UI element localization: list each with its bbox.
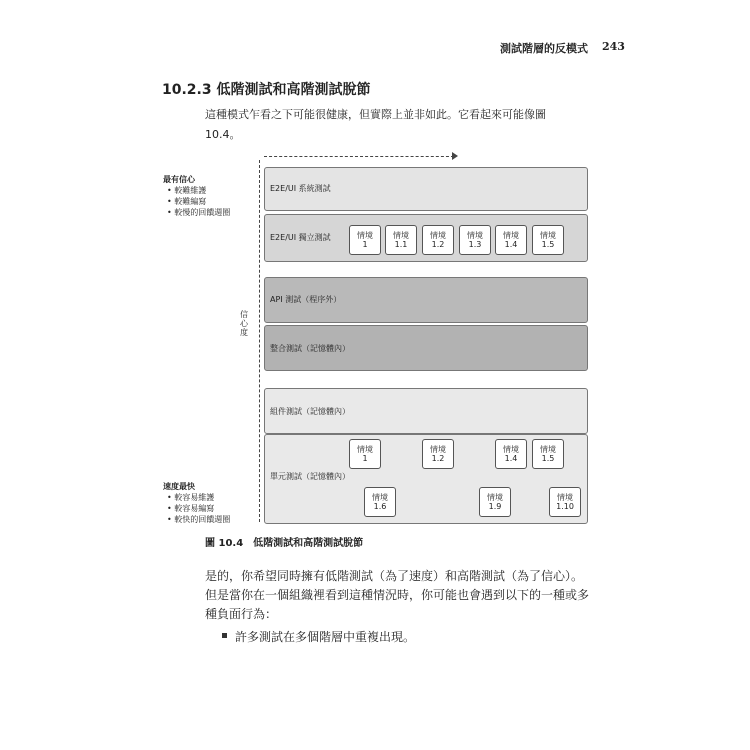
scenario-word: 情境	[430, 445, 446, 454]
confidence-axis-label	[237, 310, 251, 337]
axis-char: 度	[240, 328, 248, 337]
scenario-word: 情境	[540, 445, 556, 454]
scenario-number: 1.5	[541, 454, 555, 463]
top-label	[163, 174, 230, 218]
scenario-word: 情境	[372, 493, 388, 502]
scenario-word: 情境	[357, 231, 373, 240]
scenario-box	[349, 439, 381, 469]
layer-component	[264, 388, 588, 434]
scenario-number: 1	[362, 454, 368, 463]
scenario-box	[532, 225, 564, 255]
scenario-box	[364, 487, 396, 517]
running-header-title: 測試階層的反模式	[500, 42, 588, 55]
scenario-box	[532, 439, 564, 469]
bottom-label-item: • 較容易編寫	[163, 503, 230, 514]
section-heading: 10.2.3 低階測試和高階測試脫節	[162, 82, 371, 98]
top-label-title: 最有信心	[163, 175, 195, 184]
bottom-label-item: • 較快的回饋週圈	[163, 514, 230, 525]
top-label-item: • 較慢的回饋週圈	[163, 207, 230, 218]
layer-label: API 測試（程序外）	[270, 295, 342, 304]
scenario-number: 1.4	[504, 454, 518, 463]
scenario-box	[495, 225, 527, 255]
body-paragraph	[205, 567, 595, 624]
scenario-word: 情境	[503, 445, 519, 454]
scenario-number: 1.2	[431, 454, 445, 463]
bullet-item	[222, 628, 415, 645]
scenario-number: 1.3	[468, 240, 482, 249]
scenario-number: 1	[362, 240, 368, 249]
scenario-word: 情境	[557, 493, 573, 502]
layer-label: E2E/UI 獨立測試	[270, 233, 331, 242]
intro-paragraph	[205, 105, 590, 145]
scenario-number: 1.1	[394, 240, 408, 249]
scenario-word: 情境	[357, 445, 373, 454]
scenario-word: 情境	[393, 231, 409, 240]
scenario-box	[479, 487, 511, 517]
scenario-box	[459, 225, 491, 255]
scenario-number: 1.2	[431, 240, 445, 249]
body-line: 是的，你希望同時擁有低階測試（為了速度）和高階測試（為了信心）。	[205, 569, 584, 583]
confidence-axis-line	[259, 160, 260, 522]
body-line: 種負面行為：	[205, 607, 278, 621]
bottom-label-item: • 較容易維護	[163, 492, 230, 503]
scenario-word: 情境	[467, 231, 483, 240]
scenario-word: 情境	[430, 231, 446, 240]
bottom-label-title: 速度最快	[163, 482, 195, 491]
top-label-item: • 較難維護	[163, 185, 230, 196]
scenario-box	[422, 225, 454, 255]
scenario-box	[349, 225, 381, 255]
layer-e2e-system	[264, 167, 588, 211]
top-label-item: • 較難編寫	[163, 196, 230, 207]
layer-label: 整合測試（記憶體內）	[270, 344, 350, 353]
scenario-box	[549, 487, 581, 517]
bottom-label	[163, 481, 230, 525]
layer-label: 單元測試（記憶體內）	[270, 472, 350, 481]
page-number: 243	[602, 40, 625, 53]
axis-char: 信	[240, 310, 248, 319]
scenario-number: 1.5	[541, 240, 555, 249]
body-line: 但是當你在一個組織裡看到這種情況時，你可能也會遇到以下的一種或多	[205, 588, 590, 602]
layer-api	[264, 277, 588, 323]
scenario-number: 1.10	[556, 502, 574, 511]
figure-caption: 圖 10.4 低階測試和高階測試脫節	[205, 538, 364, 549]
intro-line: 10.4。	[205, 128, 241, 141]
scenario-number: 1.6	[373, 502, 387, 511]
scenario-word: 情境	[503, 231, 519, 240]
scenario-word: 情境	[540, 231, 556, 240]
scenario-word: 情境	[487, 493, 503, 502]
axis-char: 心	[240, 319, 248, 328]
square-bullet-icon	[222, 633, 227, 638]
scenario-number: 1.4	[504, 240, 518, 249]
scenario-box	[385, 225, 417, 255]
scenario-box	[422, 439, 454, 469]
scenario-box	[495, 439, 527, 469]
arrow-right-icon	[452, 152, 458, 160]
horizontal-axis-line	[264, 156, 454, 157]
intro-line: 這種模式乍看之下可能很健康，但實際上並非如此。它看起來可能像圖	[205, 108, 546, 121]
layer-integration	[264, 325, 588, 371]
layer-label: 組件測試（記憶體內）	[270, 407, 350, 416]
layer-label: E2E/UI 系統測試	[270, 184, 331, 193]
scenario-number: 1.9	[488, 502, 502, 511]
bullet-text: 許多測試在多個階層中重複出現。	[235, 630, 416, 644]
